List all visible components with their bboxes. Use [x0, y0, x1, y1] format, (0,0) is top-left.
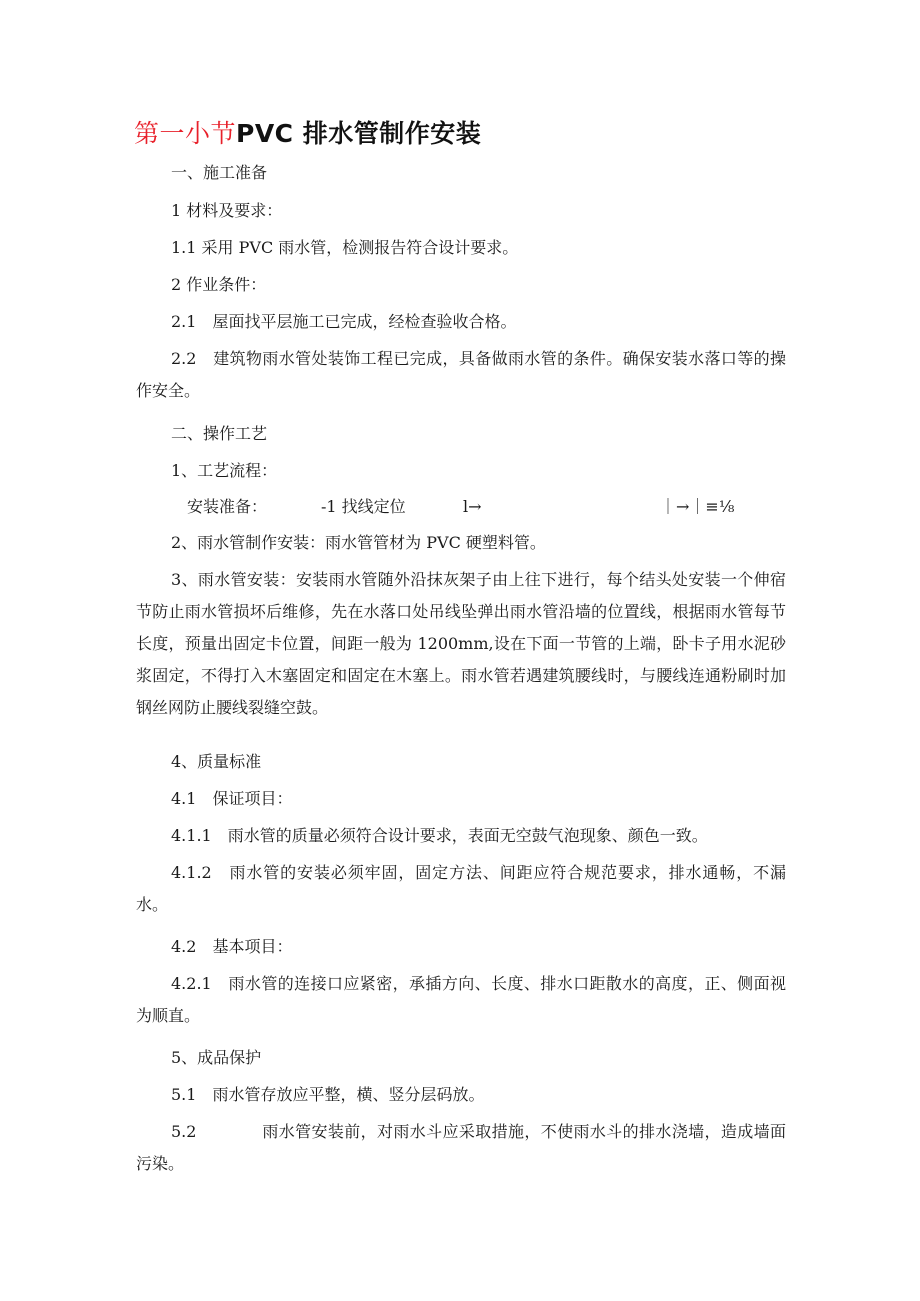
heading-product-protection: 5、成品保护 [171, 1048, 262, 1067]
paragraph-2-1: 2.1 屋面找平层施工已完成，经检查验收合格。 [171, 312, 517, 331]
paragraph-5-1: 5.1 雨水管存放应平整，横、竖分层码放。 [171, 1085, 485, 1104]
paragraph-downpipe-install: 3、雨水管安装：安装雨水管随外沿抹灰架子由上往下进行，每个结头处安装一个伸宿节防止雨水管损坏后维修，先在水落口处吊线坠弹出雨水管沿墙的位置线，根据雨水管每节长度，预量出固定卡位置，间距一般为 1200mm,设在下面一节管的上端，卧卡子用水泥砂浆固定，不得打入木塞固定和固定在木塞上。雨水管若遇建筑腰线时，与腰线连通粉刷时加钢丝网防止腰线裂缝空鼓。 [136, 570, 786, 717]
paragraph-1-1: 1.1 采用 PVC 雨水管，检测报告符合设计要求。 [171, 238, 519, 257]
paragraph-2-2: 2.2 建筑物雨水管处装饰工程已完成，具备做雨水管的条件。确保安装水落口等的操作安全。 [136, 349, 786, 400]
section-title-text: PVC 排水管制作安装 [236, 119, 482, 148]
paragraph-5-2: 5.2 雨水管安装前，对雨水斗应采取措施，不使雨水斗的排水浇墙，造成墙面污染。 [136, 1122, 786, 1173]
flow-step-arrow: l→ [463, 497, 482, 516]
section-title-number: 第一小节 [134, 119, 237, 148]
heading-materials: 1 材料及要求： [171, 201, 283, 220]
heading-construction-prep: 一、施工准备 [171, 163, 268, 182]
flow-step-end: ｜→｜≡⅛ [660, 497, 735, 516]
heading-guarantee-items: 4.1 保证项目： [171, 789, 293, 808]
paragraph-4-1-1: 4.1.1 雨水管的质量必须符合设计要求，表面无空鼓气泡现象、颜色一致。 [171, 826, 708, 845]
flow-step-locate: -1 找线定位 [321, 497, 406, 516]
section-title [134, 116, 481, 152]
heading-process-flow: 1、工艺流程： [171, 461, 278, 480]
flow-step-prep: 安装准备： [187, 497, 268, 516]
heading-operation-process: 二、操作工艺 [171, 424, 268, 443]
paragraph-4-1-2: 4.1.2 雨水管的安装必须牢固，固定方法、间距应符合规范要求，排水通畅，不漏水。 [136, 863, 786, 914]
heading-quality-standard: 4、质量标准 [171, 752, 262, 771]
heading-basic-items: 4.2 基本项目： [171, 937, 293, 956]
heading-work-conditions: 2 作业条件： [171, 275, 267, 294]
paragraph-4-2-1: 4.2.1 雨水管的连接口应紧密，承插方向、长度、排水口距散水的高度，正、侧面视为顺直。 [136, 974, 786, 1025]
paragraph-downpipe-making: 2、雨水管制作安装：雨水管管材为 PVC 硬塑料管。 [171, 533, 546, 552]
